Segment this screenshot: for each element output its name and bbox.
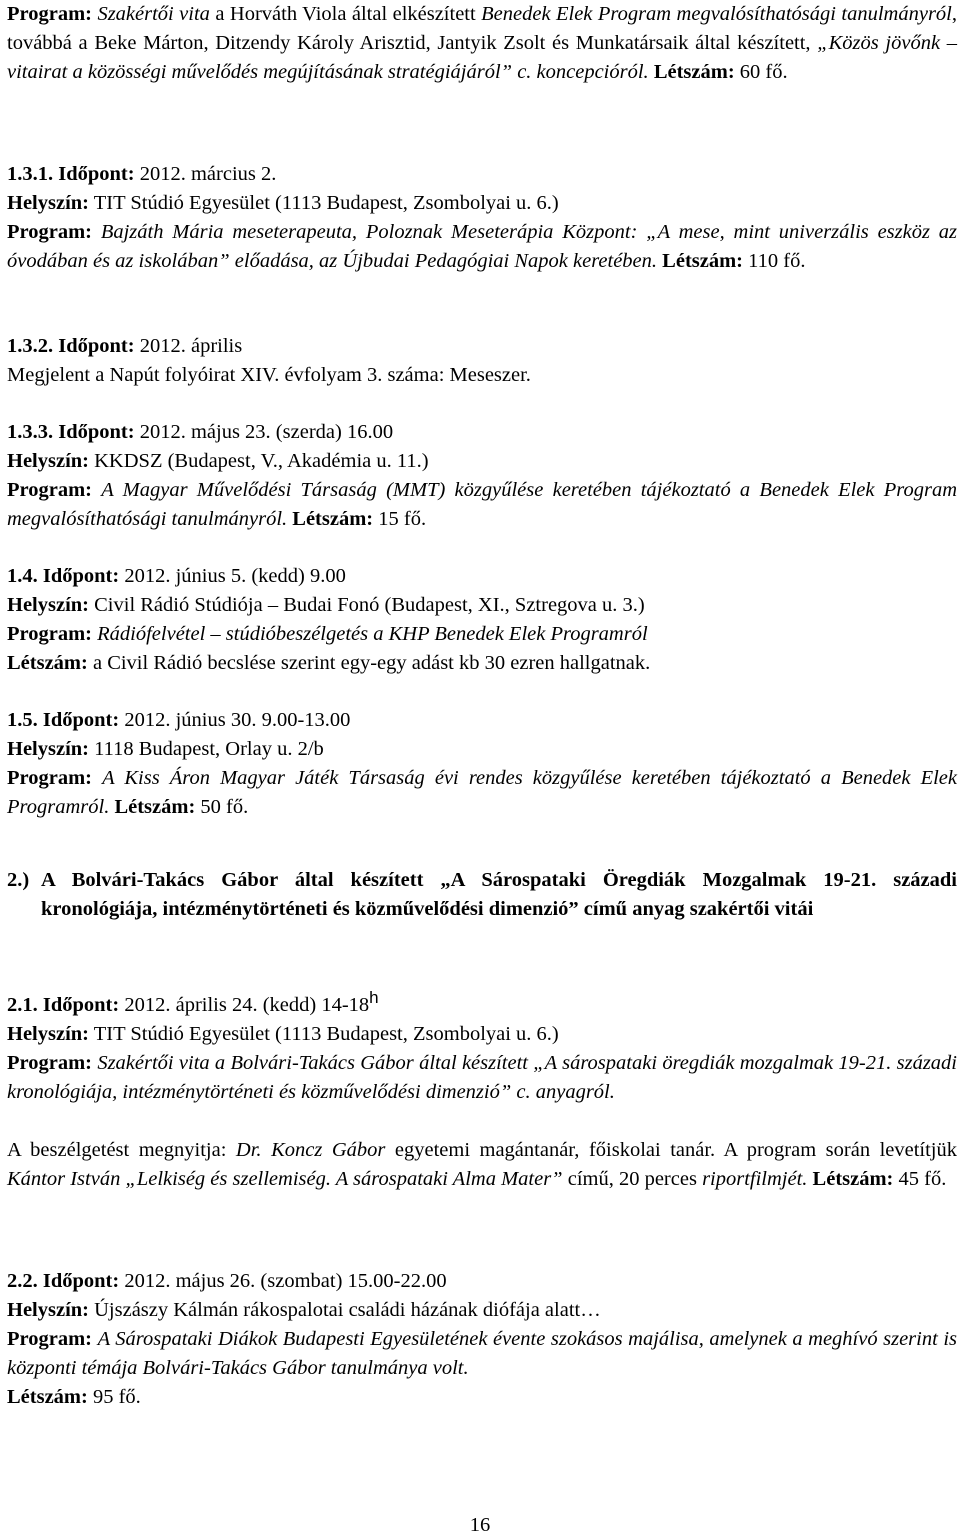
- program-title: Szakértői vita: [97, 3, 210, 25]
- film-type: riportfilmjét.: [702, 1168, 808, 1190]
- film-title: Kántor István „Lelkiség és szellemiség. A sárospataki Alma Mater”: [7, 1168, 563, 1190]
- program-label: Program:: [7, 479, 93, 501]
- entry-1-3-3-helyszin: [7, 447, 957, 476]
- program-study-title: Benedek Elek Program megvalósíthatósági tanulmányról: [481, 3, 952, 25]
- idopont-value: 2012. április 24. (kedd) 14-18: [124, 994, 370, 1016]
- idopont-value: 2012. május 26. (szombat) 15.00-22.00: [124, 1270, 447, 1292]
- entry-1-3-1-helyszin: [7, 189, 957, 218]
- letszam-label: Létszám:: [812, 1168, 894, 1190]
- entry-1-3-1-idopont: [7, 160, 957, 189]
- helyszin-value: Civil Rádió Stúdiója – Budai Fonó (Budapest, XI., Sztregova u. 3.): [94, 594, 645, 616]
- helyszin-label: Helyszín:: [7, 738, 89, 760]
- entry-1-4-program: [7, 620, 957, 649]
- idopont-label: Időpont:: [58, 335, 135, 357]
- program-label: Program:: [7, 1052, 93, 1074]
- helyszin-label: Helyszín:: [7, 450, 89, 472]
- program-text: A Kiss Áron Magyar Játék Társaság évi rendes közgyűlése keretében tájékoztató a Benedek Elek Programról.: [7, 767, 957, 818]
- idopont-label: Időpont:: [58, 421, 135, 443]
- entry-1-5-idopont: [7, 706, 957, 735]
- idopont-value: 2012. március 2.: [139, 163, 277, 185]
- program-label: Program:: [7, 767, 93, 789]
- letszam-label: Létszám:: [292, 508, 374, 530]
- entry-2-1-opener: [7, 1136, 957, 1194]
- entry-number: 1.3.3.: [7, 421, 54, 443]
- entry-1-4-letszam: [7, 649, 957, 678]
- program-label: Program:: [7, 1328, 93, 1350]
- program-text: Rádiófelvétel – stúdióbeszélgetés a KHP Benedek Elek Programról: [97, 623, 648, 645]
- idopont-value: 2012. június 5. (kedd) 9.00: [124, 565, 346, 587]
- idopont-label: Időpont:: [42, 565, 120, 587]
- entry-number: 2.2.: [7, 1270, 38, 1292]
- section-2-heading: [7, 866, 957, 924]
- letszam-value: 50 fő.: [200, 796, 249, 818]
- helyszin-value: KKDSZ (Budapest, V., Akadémia u. 11.): [94, 450, 429, 472]
- program-text: , továbbá a Beke Márton, Ditzendy Károly Arisztid, Jantyik Zsolt és Munkatársaik által készített,: [7, 3, 958, 54]
- section-number: 2.): [7, 869, 30, 891]
- program-text: Szakértői vita a Bolvári-Takács Gábor által készített „A sárospataki öregdiák mozgalmak 19-21. századi kronológiája, intézménytörténeti és közművelődési dimenzió” c. anyagról.: [7, 1052, 957, 1103]
- idopont-label: Időpont:: [42, 709, 120, 731]
- entry-2-2-idopont: [7, 1267, 957, 1296]
- entry-2-1-program: [7, 1049, 957, 1107]
- entry-1-3-2-text: [7, 361, 957, 390]
- opener-text: című, 20 perces: [567, 1168, 697, 1190]
- entry-1-3-3-idopont: [7, 418, 957, 447]
- idopont-value: 2012. április: [139, 335, 243, 357]
- helyszin-label: Helyszín:: [7, 192, 89, 214]
- publication-text: Megjelent a Napút folyóirat XIV. évfolyam 3. száma: Meseszer.: [7, 364, 531, 386]
- letszam-value: a Civil Rádió becslése szerint egy-egy adást kb 30 ezren hallgatnak.: [92, 652, 651, 674]
- idopont-value: 2012. június 30. 9.00-13.00: [124, 709, 351, 731]
- letszam-label: Létszám:: [7, 652, 88, 674]
- entry-1-5-program: [7, 764, 957, 822]
- opener-person: Dr. Koncz Gábor: [235, 1139, 386, 1161]
- entry-1-4-helyszin: [7, 591, 957, 620]
- idopont-label: Időpont:: [58, 163, 135, 185]
- letszam-label: Létszám:: [114, 796, 196, 818]
- entry-number: 1.5.: [7, 709, 38, 731]
- entry-1-3-2-idopont: [7, 332, 957, 361]
- opener-text: A beszélgetést megnyitja:: [7, 1139, 227, 1161]
- idopont-value: 2012. május 23. (szerda) 16.00: [139, 421, 394, 443]
- idopont-label: Időpont:: [42, 994, 120, 1016]
- hour-superscript: h: [369, 988, 379, 1007]
- program-concept-title: „Közös jövőnk – vitairat a közösségi művelődés megújításának stratégiájáról” c. koncepcióról.: [7, 32, 957, 83]
- letszam-value: 95 fő.: [92, 1386, 141, 1408]
- program-label: Program:: [7, 3, 93, 25]
- letszam-value: 45 fő.: [898, 1168, 947, 1190]
- program-label: Program:: [7, 221, 93, 243]
- letszam-value: 60 fő.: [739, 61, 788, 83]
- program-text: A Magyar Művelődési Társaság (MMT) közgyűlése keretében tájékoztató a Benedek Elek Program megvalósíthatósági tanulmányról.: [7, 479, 958, 530]
- entry-2-2-letszam: [7, 1383, 957, 1412]
- opener-text: egyetemi magántanár, főiskolai tanár. A program során levetítjük: [394, 1139, 958, 1161]
- helyszin-value: TIT Stúdió Egyesület (1113 Budapest, Zsombolyai u. 6.): [93, 192, 559, 214]
- page-number: 16: [469, 1514, 491, 1536]
- entry-1-4-idopont: [7, 562, 957, 591]
- helyszin-value: Újszászy Kálmán rákospalotai családi házának diófája alatt…: [94, 1299, 601, 1321]
- entry-number: 1.4.: [7, 565, 38, 587]
- idopont-label: Időpont:: [42, 1270, 120, 1292]
- helyszin-value: 1118 Budapest, Orlay u. 2/b: [94, 738, 324, 760]
- program-text: A Sárospataki Diákok Budapesti Egyesületének évente szokásos majálisa, amelynek a meghívó szerint is központi témája Bolvári-Takács Gábor tanulmánya volt.: [7, 1328, 958, 1379]
- section-title: A Bolvári-Takács Gábor által készített „A Sárospataki Öregdiák Mozgalmak 19-21. századi kronológiája, intézménytörténeti és közművelődési dimenzió” című anyag szakértői vitái: [41, 869, 957, 920]
- entry-number: 2.1.: [7, 994, 38, 1016]
- helyszin-label: Helyszín:: [7, 1299, 89, 1321]
- entry-number: 1.3.2.: [7, 335, 54, 357]
- helyszin-label: Helyszín:: [7, 1023, 89, 1045]
- letszam-label: Létszám:: [653, 61, 735, 83]
- entry-1-3-3-program: [7, 476, 957, 534]
- program-text: Bajzáth Mária meseterapeuta, Poloznak Meseterápia Központ: „A mese, mint univerzális eszköz az óvodában és az iskolában” előadása, az Újbudai Pedagógiai Napok keretében.: [7, 221, 958, 272]
- letszam-label: Létszám:: [662, 250, 744, 272]
- letszam-label: Létszám:: [7, 1386, 88, 1408]
- letszam-value: 15 fő.: [378, 508, 427, 530]
- helyszin-label: Helyszín:: [7, 594, 89, 616]
- entry-number: 1.3.1.: [7, 163, 54, 185]
- entry-1-3-1-program: [7, 218, 957, 276]
- entry-2-2-program: [7, 1325, 957, 1383]
- entry-1-5-helyszin: [7, 735, 957, 764]
- entry-2-1-helyszin: [7, 1020, 957, 1049]
- program-label: Program:: [7, 623, 93, 645]
- program-text: a Horváth Viola által elkészített: [215, 3, 476, 25]
- entry-2-2-helyszin: [7, 1296, 957, 1325]
- letszam-value: 110 fő.: [748, 250, 806, 272]
- entry-2-1-idopont: [7, 988, 957, 1020]
- top-program-paragraph: [7, 0, 957, 87]
- helyszin-value: TIT Stúdió Egyesület (1113 Budapest, Zsombolyai u. 6.): [93, 1023, 559, 1045]
